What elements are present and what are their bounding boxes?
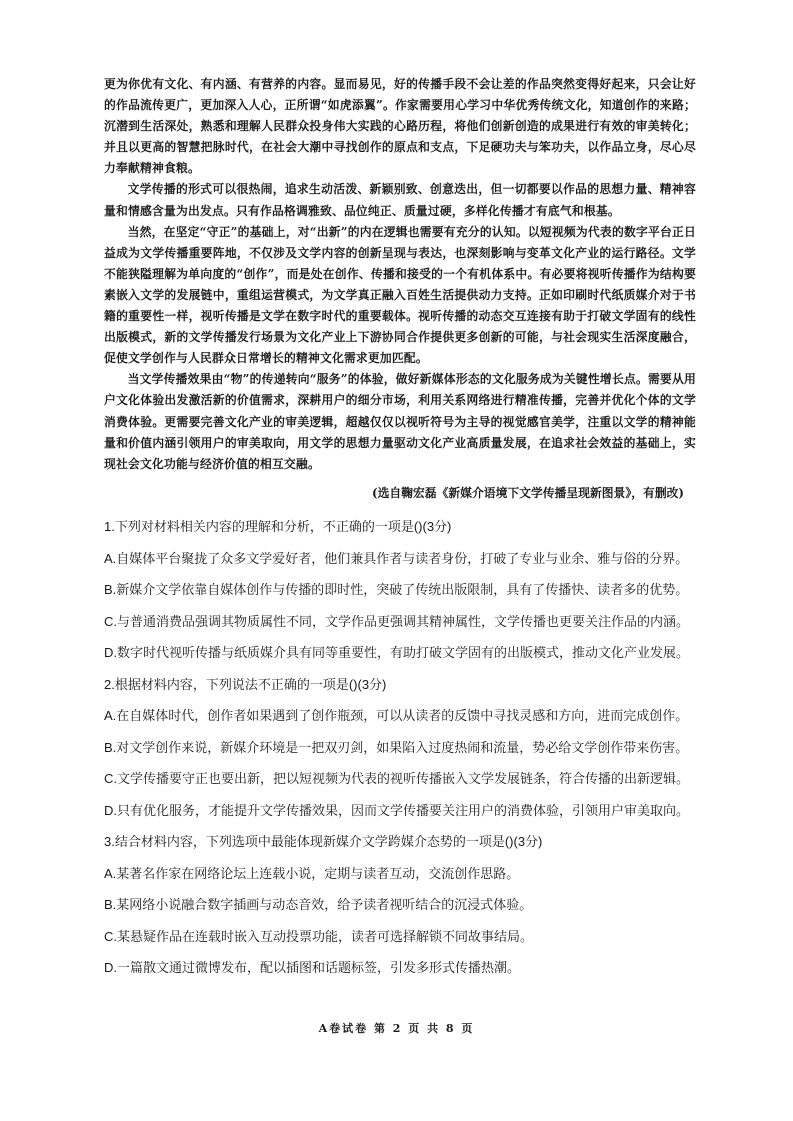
question-2 — [104, 674, 704, 821]
option-a: A.某著名作家在网络论坛上连载小说，定期与读者互动，交流创作思路。 — [104, 865, 520, 881]
option-a: A.在自媒体时代，创作者如果遇到了创作瓶颈，可以从读者的反馈中寻找灵感和方向，进而完成创作。 — [104, 708, 689, 723]
passage-source: (选自鞠宏磊《新媒介语境下文学传播呈现新图景》，有删改) — [372, 486, 684, 500]
option-b: B.某网络小说融合数字插画与动态音效，给予读者视听结合的沉浸式体验。 — [104, 897, 533, 912]
passage-paragraph-2: 文学传播的形式可以很热闹，追求生动活泼、新颖别致、创意迭出，但一切都要以作品的思想力量、精神容量和情感含量为出发点。只有作品格调雅致、品位纯正、质量过硬，多样化传播才有底气和根基。 — [104, 182, 696, 218]
passage-paragraph-4: 当文学传播效果由“物”的传递转向“服务”的体验，做好新媒体形态的文化服务成为关键性增长点。需要从用户文化体验出发激活新的价值需求，深耕用户的细分市场，利用关系网络进行精准传播，完善并优化个体的文学消费体验。更需要完善文化产业的审美逻辑，超越仅仅以视听符号为主导的视觉感官美学，注重以文学的精神能量和价值内涵引领用户的审美取向，用文学的思想力量驱动文化产业高质量发展，在追求社会效益的基础上，实现社会文化功能与经济价值的相互交融。 — [104, 372, 696, 471]
reading-passage — [104, 74, 696, 475]
option-a: A.自媒体平台聚拢了众多文学爱好者，他们兼具作者与读者身份，打破了专业与业余、雅与俗的分界。 — [104, 550, 689, 566]
question-1 — [104, 516, 704, 663]
page-footer: A卷试卷 第 2 页 共 8 页 — [318, 1022, 475, 1035]
option-b: B.新媒介文学依靠自媒体创作与传播的即时性，突破了传统出版限制，具有了传播快、读者多的优势。 — [104, 582, 689, 597]
option-c: C.与普通消费品强调其物质属性不同，文学作品更强调其精神属性，文学传播也更要关注作品的内涵。 — [104, 613, 690, 629]
passage-paragraph-1: 更为你优有文化、有内涵、有营养的内容。显而易见，好的传播手段不会让差的作品突然变得好起来，只会让好的作品流传更广，更加深入人心，正所谓“如虎添翼”。作家需要用心学习中华优秀传统文化，知道创作的来路；沉潜到生活深处，熟悉和理解人民群众投身伟大实践的心路历程，将他们创新创造的成果进行有效的审美转化；并且以更高的智慧把脉时代，在社会大潮中寻找创作的原点和支点，下足硬功夫与笨功夫，以作品立身，尽心尽力奉献精神食粮。 — [104, 77, 696, 176]
option-d: D.只有优化服务，才能提升文学传播效果，因而文学传播要关注用户的消费体验，引领用户审美取向。 — [104, 802, 690, 818]
question-list — [104, 516, 704, 989]
option-d: D.数字时代视听传播与纸质媒介具有同等重要性，有助打破文学固有的出版模式，推动文化产业发展。 — [104, 645, 690, 660]
question-stem: 2.根据材料内容，下列说法不正确的一项是()(3分) — [104, 676, 387, 692]
question-stem: 3.结合材料内容，下列选项中最能体现新媒介文学跨媒介态势的一项是()(3分) — [104, 834, 543, 849]
passage-paragraph-3: 当然，在坚定“守正”的基础上，对“出新”的内在逻辑也需要有充分的认知。以短视频为代表的数字平台正日益成为文学传播重要阵地，不仅涉及文学内容的创新呈现与表达，也深刻影响与变革文化产业的运行路径。文学不能狭隘理解为单向度的“创作”，而是处在创作、传播和接受的一个有机体系中。有必要将视听传播作为结构要素嵌入文学的发展链中，重组运营模式，为文学真正融入百姓生活提供动力支持。正如印刷时代纸质媒介对于书籍的重要性一样，视听传播是文学在数字时代的重要载体。视听传播的动态交互连接有助于打破文学固有的线性出版模式，新的文学传播发行场景为文化产业上下游协同合作提供更多创新的可能，与社会现实生活深度融合，促使文学创作与人民群众日常增长的精神文化需求更加匹配。 — [104, 224, 696, 366]
option-c: C.文学传播要守正也要出新，把以短视频为代表的视听传播嵌入文学发展链条，符合传播的出新逻辑。 — [104, 771, 690, 786]
option-b: B.对文学创作来说，新媒介环境是一把双刃剑，如果陷入过度热闹和流量，势必给文学创作带来伤害。 — [104, 739, 689, 755]
option-d: D.一篇散文通过微博发布，配以插图和话题标签，引发多形式传播热潮。 — [104, 960, 521, 975]
option-c: C.某悬疑作品在连载时嵌入互动投票功能，读者可选择解锁不同故事结局。 — [104, 928, 534, 944]
question-stem: 1.下列对材料相关内容的理解和分析，不正确的一项是()(3分) — [104, 519, 452, 534]
question-3 — [104, 831, 704, 978]
